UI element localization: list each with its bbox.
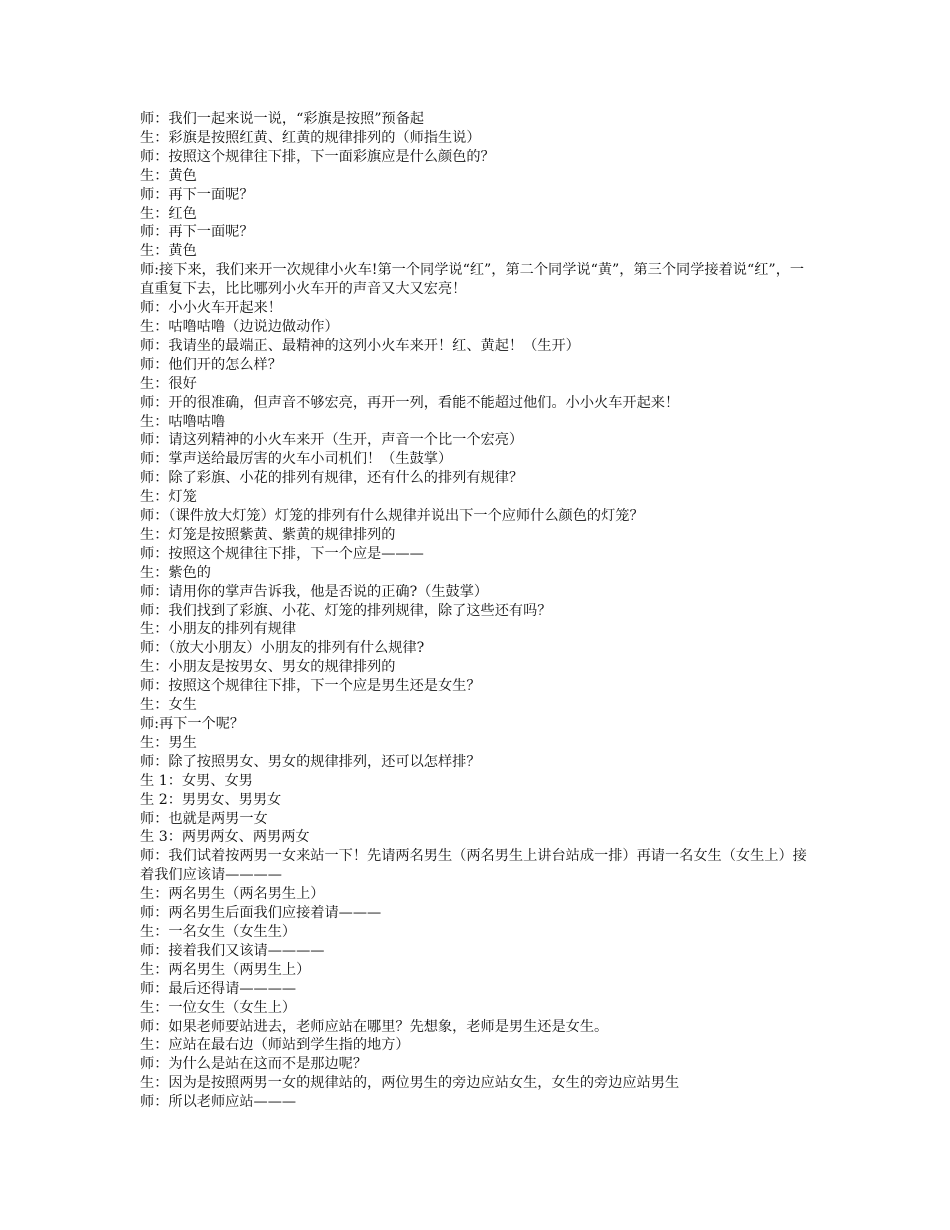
text-line: 生：两名男生（两男生上）: [140, 961, 311, 978]
text-line: 生：因为是按照两男一女的规律站的，两位男生的旁边应站女生，女生的旁边应站男生: [140, 1075, 680, 1092]
text-line: 师:再下一个呢？: [140, 716, 245, 732]
text-line: 生 1：女男、女男: [140, 772, 253, 789]
text-line: 师：最后还得请————: [140, 980, 297, 997]
text-line: 生：一名女生（女生生）: [140, 923, 297, 940]
text-line: 师：按照这个规律往下排，下一个应是———: [140, 545, 424, 562]
text-line: 生：彩旗是按照红黄、红黄的规律排列的（师指生说）: [140, 129, 481, 146]
text-line: 生：很好: [140, 375, 197, 392]
text-line: 师：（课件放大灯笼）灯笼的排列有什么规律并说出下一个应师什么颜色的灯笼？: [140, 508, 644, 525]
text-line: 师：再下一面呢？: [140, 224, 254, 241]
text-line: 师：按照这个规律往下排，下一个应是男生还是女生？: [140, 678, 481, 695]
text-line: 师：除了按照男女、男女的规律排列，还可以怎样排？: [140, 753, 481, 770]
text-line: 生：黄色: [140, 243, 197, 260]
text-line: 师：也就是两男一女: [140, 810, 268, 827]
text-line: 师：如果老师要站进去，老师应站在哪里？先想象，老师是男生还是女生。: [140, 1018, 609, 1035]
text-line: 生 3：两男两女、两男两女: [140, 829, 310, 846]
text-line: 师：我请坐的最端正、最精神的这列小火车来开！红、黄起！（生开）: [140, 337, 580, 354]
document-page: [140, 110, 815, 1112]
text-line: 师：为什么是站在这而不是那边呢？: [140, 1056, 368, 1073]
text-line: 师：开的很准确，但声音不够宏亮，再开一列，看能不能超过他们。小小火车开起来！: [140, 394, 680, 411]
text-line: 师：他们开的怎么样？: [140, 356, 282, 373]
text-line: 师：除了彩旗、小花的排列有规律，还有什么的排列有规律？: [140, 470, 524, 487]
text-line: 师:接下来，我们来开一次规律小火车!第一个同学说“红”，第二个同学说“黄”，第三个同学接着说“红”，一直重复下去，比比哪列小火车开的声音又大又宏亮！: [140, 262, 805, 298]
text-line: 师：按照这个规律往下排，下一面彩旗应是什么颜色的？: [140, 148, 495, 165]
text-line: 师：所以老师应站———: [140, 1094, 297, 1111]
text-line: 师：请用你的掌声告诉我，他是否说的正确?（生鼓掌）: [140, 583, 489, 600]
text-line: 师：请这列精神的小火车来开（生开，声音一个比一个宏亮）: [140, 432, 524, 449]
text-line: 师：我们找到了彩旗、小花、灯笼的排列规律，除了这些还有吗？: [140, 602, 552, 619]
text-line: 生：红色: [140, 205, 197, 222]
text-line: 生：咕噜咕噜（边说边做动作）: [140, 318, 339, 335]
text-line: 生：咕噜咕噜: [140, 413, 226, 430]
text-line: 生：两名男生（两名男生上）: [140, 886, 325, 903]
text-line: 生：灯笼: [140, 489, 197, 506]
text-line: 师：（放大小朋友）小朋友的排列有什么规律?: [140, 640, 425, 657]
text-line: 师：我们试着按两男一女来站一下！先请两名男生（两名男生上讲台站成一排）再请一名女生（女生上）接着我们应该请————: [140, 848, 807, 884]
text-line: 生 2：男男女、男男女: [140, 791, 282, 808]
text-line: 生：紫色的: [140, 564, 211, 581]
text-line: 师：掌声送给最厉害的火车小司机们！（生鼓掌）: [140, 451, 453, 468]
text-line: 师：再下一面呢？: [140, 186, 254, 203]
text-line: 师：小小火车开起来！: [140, 300, 282, 317]
text-line: 师：我们一起来说一说，“彩旗是按照”预备起: [140, 111, 425, 127]
text-line: 生：男生: [140, 734, 197, 751]
text-line: 生：小朋友的排列有规律: [140, 621, 297, 638]
text-line: 生：女生: [140, 697, 197, 714]
text-line: 生：小朋友是按男女、男女的规律排列的: [140, 659, 396, 676]
text-line: 生：应站在最右边（师站到学生指的地方）: [140, 1037, 410, 1054]
text-line: 生：黄色: [140, 167, 197, 184]
text-line: 生：灯笼是按照紫黄、紫黄的规律排列的: [140, 526, 396, 543]
text-line: 师：接着我们又该请————: [140, 942, 325, 959]
text-line: 师：两名男生后面我们应接着请———: [140, 905, 382, 922]
text-line: 生：一位女生（女生上）: [140, 999, 297, 1016]
